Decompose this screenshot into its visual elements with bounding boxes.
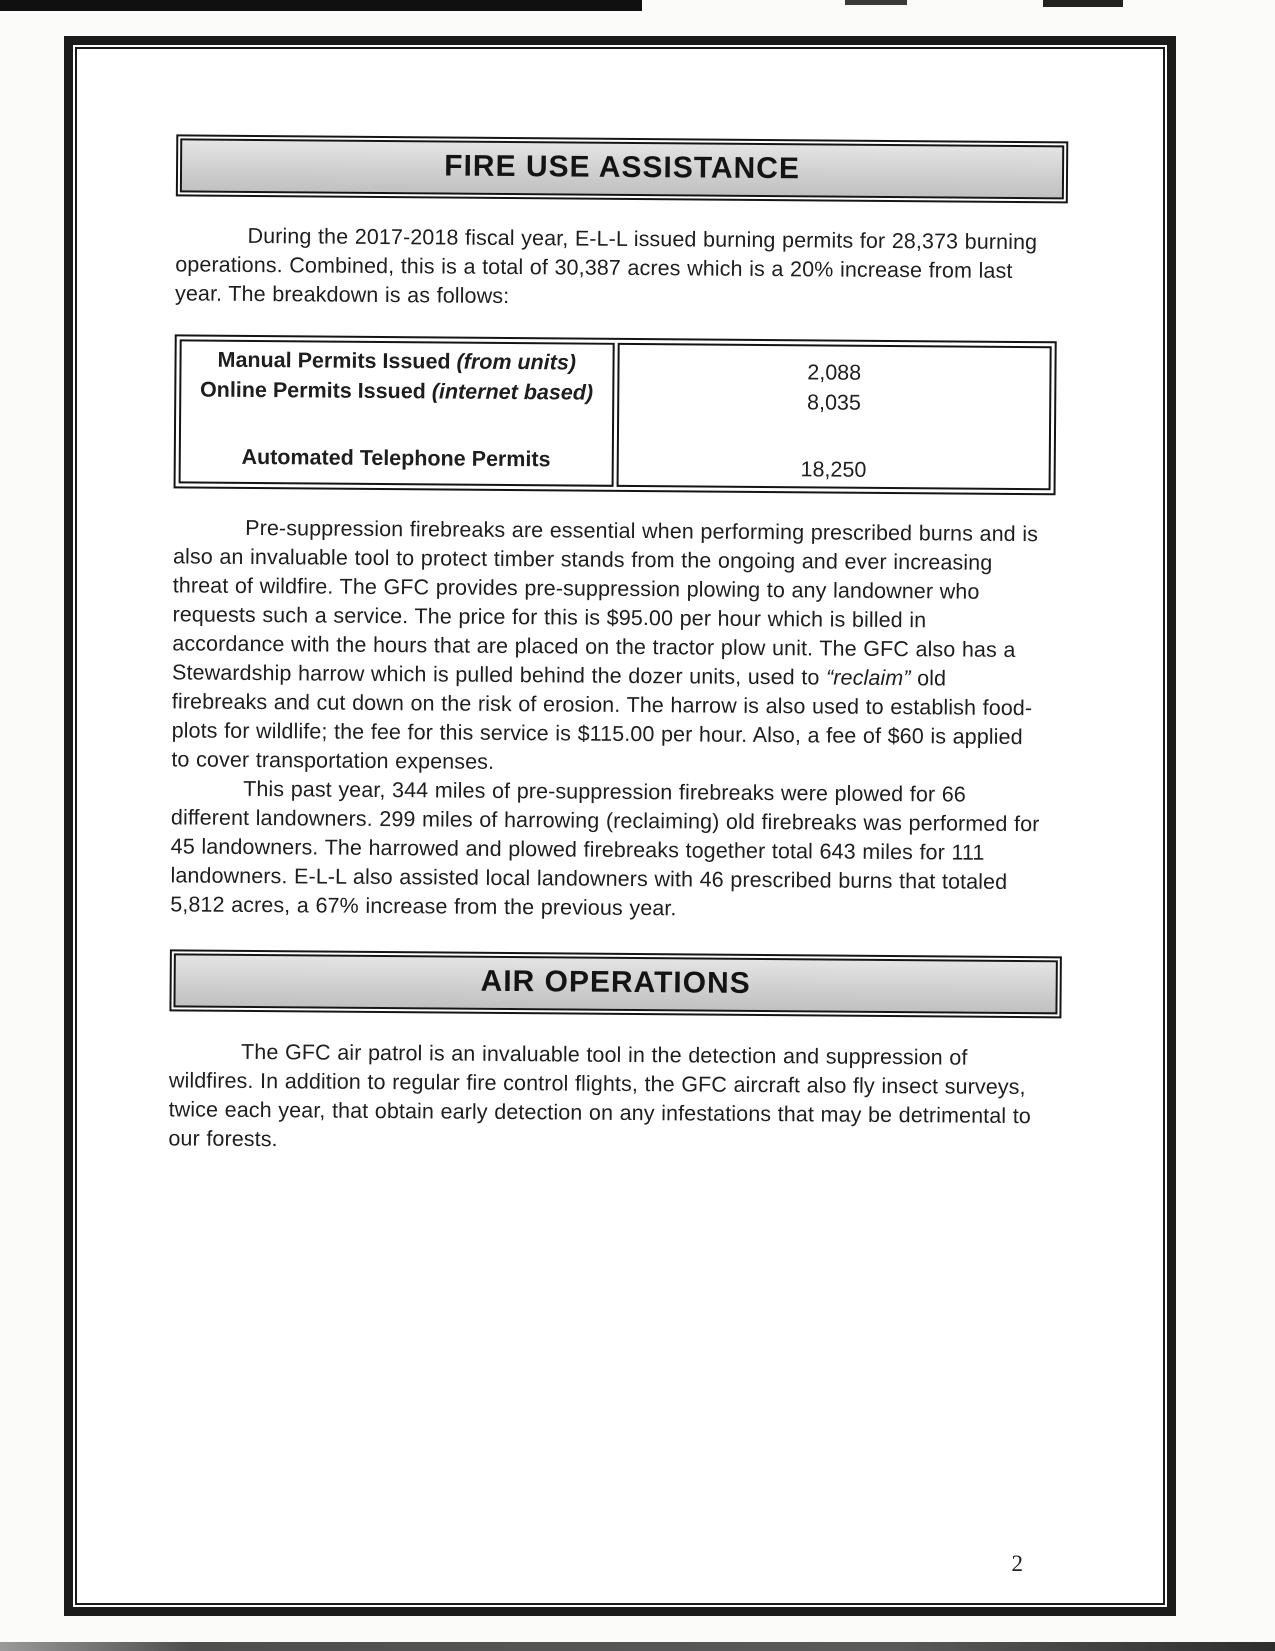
section-banner-air-operations xyxy=(169,949,1061,1018)
permit-count-value: 2,088 xyxy=(807,360,862,385)
past-year-paragraph: This past year, 344 miles of pre-suppression firebreaks were plowed for 66 different landowners. 299 miles of harrowing (reclaiming) old firebreaks was performed for 45 landowners. The harrowed and plowed firebreaks together total 643 miles for 111 landowners. E-L-L also assisted local landowners with 46 prescribed burns that totaled 5,812 acres, a 67% increase from the previous year. xyxy=(170,776,1040,921)
section-title-fire-use: FIRE USE ASSISTANCE xyxy=(180,138,1064,199)
fire-use-intro-paragraph: During the 2017-2018 fiscal year, E-L-L issued burning permits for 28,373 burning operations. Combined, this is a total of 30,387 acres which is a 20% increase from last year. The breakdown is as follows: xyxy=(174,223,1038,308)
scan-artifact-bottom xyxy=(0,1642,1275,1651)
permit-type-note: (internet based) xyxy=(425,379,594,405)
page-number: 2 xyxy=(1011,1551,1023,1576)
section-title-air-operations: AIR OPERATIONS xyxy=(173,953,1057,1014)
permit-count-value: 18,250 xyxy=(800,457,867,482)
presuppression-text-2: old firebreaks and cut down on the risk of erosion. The harrow is also used to establish food-plots for wildlife; the fee for this service is $115.00 per hour. Also, a fee of $60 is applied to cover transportation expenses. xyxy=(171,666,1033,774)
permit-type-note: (from units) xyxy=(450,349,577,375)
air-operations-paragraph: The GFC air patrol is an invaluable tool in the detection and suppression of wildfires. In addition to regular fire control flights, the GFC aircraft also fly insect surveys, twice each year, that obtain early detection on any infestations that may be detrimental to our forests. xyxy=(168,1039,1031,1152)
presuppression-paragraph xyxy=(171,513,1043,781)
permits-table-row-label xyxy=(187,433,606,472)
presuppression-text-1: Pre-suppression firebreaks are essential when performing prescribed burns and is also an invaluable tool to protect timber stands from the ongoing and ever increasing threat of wildfire. The GFC provides pre-suppression plowing to any landowner who requests such a service. The price for this is $95.00 per hour which is billed in accordance with the hours that are placed on the tractor plow unit. The GFC also has a Stewardship harrow which is pulled behind the dozer units, used to xyxy=(171,515,1039,690)
scan-artifact-top-right xyxy=(1043,0,1123,7)
permits-table-values-column xyxy=(616,343,1052,490)
permits-table-row-label xyxy=(187,347,606,380)
permits-table-row-label xyxy=(187,377,606,436)
permit-type-label: Online Permits Issued xyxy=(199,377,426,404)
presuppression-italic-word: “reclaim” xyxy=(825,665,911,691)
section-banner-fire-use xyxy=(176,134,1068,203)
document-content xyxy=(65,46,1163,1608)
permit-type-label: Automated Telephone Permits xyxy=(241,444,551,472)
permits-table xyxy=(174,334,1057,495)
document-inner-border xyxy=(75,47,1165,1605)
permit-type-label: Manual Permits Issued xyxy=(217,347,451,374)
permit-count-value: 8,035 xyxy=(806,390,861,415)
scan-artifact-top-mid xyxy=(845,0,907,5)
document-page-frame xyxy=(64,36,1176,1616)
scan-artifact-top-left xyxy=(0,0,642,11)
permits-table-labels-column xyxy=(179,339,615,486)
